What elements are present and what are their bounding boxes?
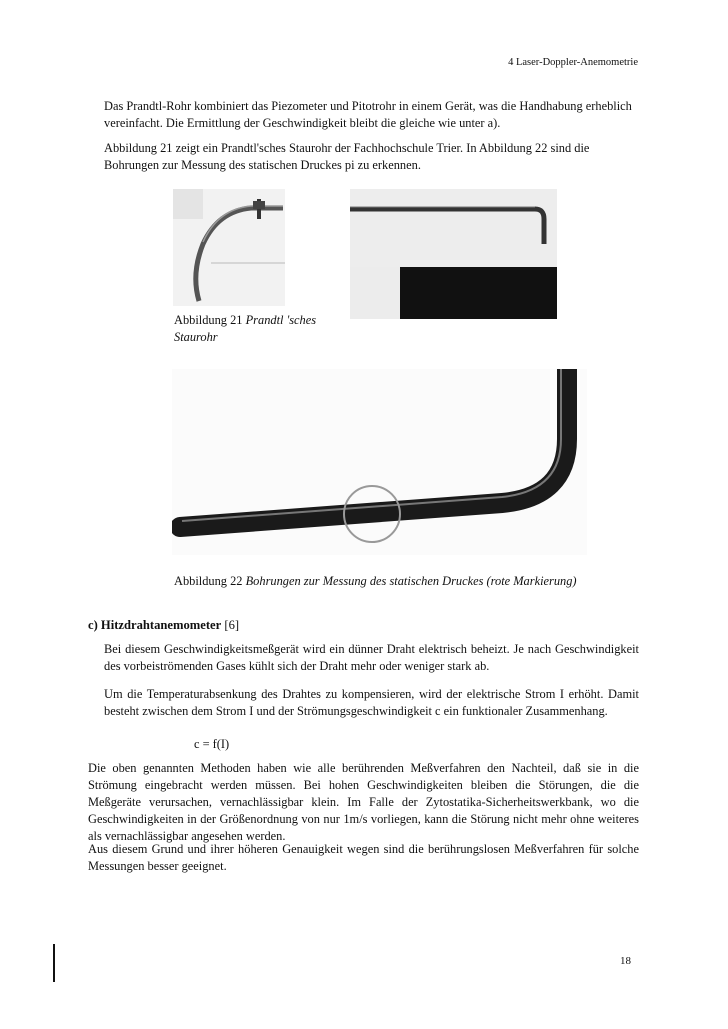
section-heading-reference: [6] — [224, 618, 240, 632]
paragraph-hitzdraht-principle: Bei diesem Geschwindigkeitsmeßgerät wird ein dünner Draht elektrisch beheizt. Je nach Geschwindigkeit des vorbeiströmenden Gases kühlt sich der Draht mehr oder weniger stark ab. — [104, 642, 639, 673]
figure-21-title: Prandtl 'sches Staurohr — [174, 313, 317, 344]
figure-21-caption — [174, 312, 334, 346]
figure-22-caption — [174, 574, 577, 589]
section-heading-hitzdraht — [88, 618, 239, 633]
running-header: 4 Laser-Doppler-Anemometrie — [508, 57, 638, 68]
figure-22-title: Bohrungen zur Messung des statischen Druckes (rote Markierung) — [245, 574, 577, 588]
page-number: 18 — [620, 955, 631, 967]
figure-22-image — [172, 369, 587, 555]
section-heading-text: c) Hitzdrahtanemometer — [88, 618, 222, 632]
formula: c = f(I) — [194, 737, 230, 751]
margin-rule — [53, 944, 55, 982]
figure-21-label: Abbildung 21 — [174, 313, 243, 327]
figure-21-detail-image — [350, 189, 557, 319]
figure-22-label: Abbildung 22 — [174, 574, 243, 588]
paragraph-conclusion: Aus diesem Grund und ihrer höheren Genauigkeit wegen sind die berührungslosen Meßverfahren für solche Messungen besser geeignet. — [88, 842, 639, 873]
paragraph-contact-methods: Die oben genannten Methoden haben wie alle berührenden Meßverfahren den Nachteil, daß sie in die Strömung eingebracht werden müssen. Bei hohen Geschwindigkeiten bleiben die Störungen, die die Meßgeräte verursachen, vernachlässigbar klein. Im Falle der Zytostatika-Sicherheitswerkbank, wo die Geschwindigkeiten in der Größenordnung von nur 1m/s vorliegen, kann die Störung nicht mehr ohne weiteres als vernachlässigbar angesehen werden. — [88, 761, 639, 843]
paragraph-hitzdraht-compensation: Um die Temperaturabsenkung des Drahtes zu kompensieren, wird der elektrische Strom I erhöht. Damit besteht zwischen dem Strom I und der Strömungsgeschwindigkeit c ein funktionaler Zusammenhang. — [104, 687, 639, 718]
paragraph-figure-reference: Abbildung 21 zeigt ein Prandtl'sches Staurohr der Fachhochschule Trier. In Abbildung 22 sind die Bohrungen zur Messung des statischen Druckes pi zu erkennen. — [104, 141, 590, 172]
figure-21-image — [173, 189, 285, 306]
paragraph-prandtl-intro: Das Prandtl-Rohr kombiniert das Piezometer und Pitotrohr in einem Gerät, was die Handhabung erheblich vereinfacht. Die Ermittlung der Geschwindigkeit bleibt die gleiche wie unter a). — [104, 99, 632, 130]
